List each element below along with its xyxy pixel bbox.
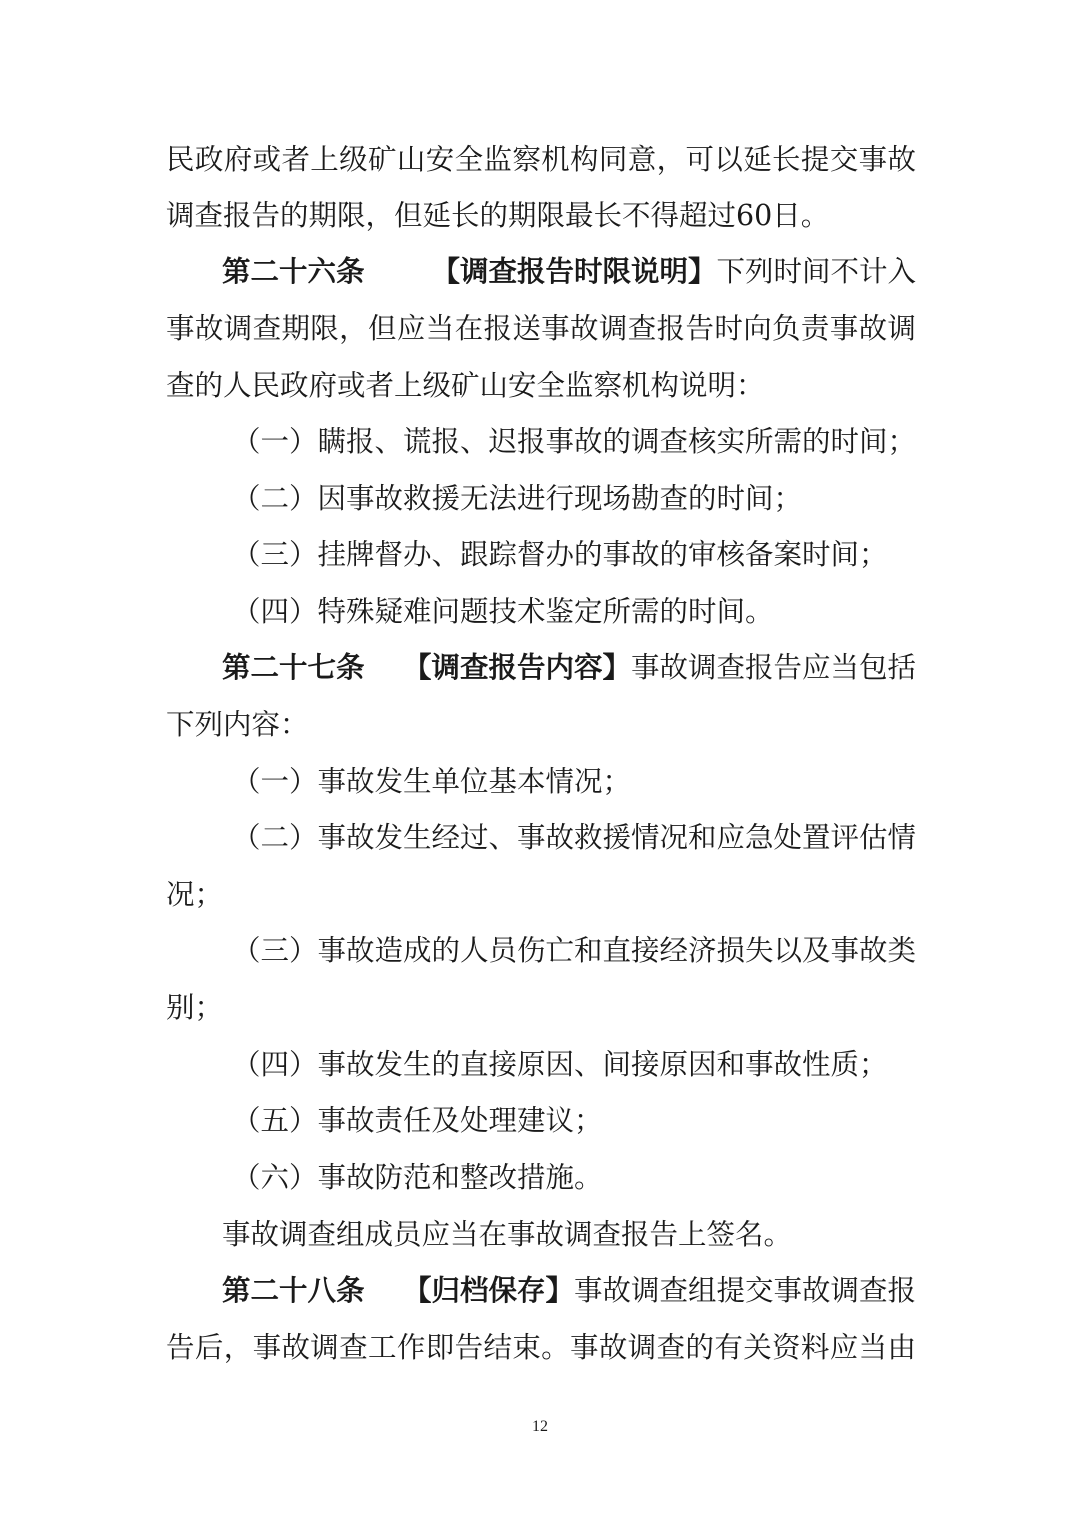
article-27-heading	[222, 648, 916, 688]
paragraph-line: 下列内容：	[166, 708, 309, 741]
article-text: 下列时间不计入	[716, 255, 916, 288]
list-item: （三）挂牌督办、跟踪督办的事故的审核备案时间；	[232, 538, 888, 571]
article-heading-text	[403, 648, 916, 688]
list-item: （五）事故责任及处理建议；	[232, 1104, 603, 1137]
article-title: 【调查报告时限说明】	[431, 255, 717, 288]
list-item: （一）瞒报、谎报、迟报事故的调查核实所需的时间；	[232, 425, 917, 458]
article-number: 第二十六条	[222, 255, 365, 288]
article-number: 第二十八条	[222, 1274, 365, 1307]
paragraph-line: 事故调查组成员应当在事故调查报告上签名。	[222, 1218, 793, 1251]
list-item: （六）事故防范和整改措施。	[232, 1161, 603, 1194]
list-item: （二）事故发生经过、事故救援情况和应急处置评估情	[232, 821, 917, 854]
article-text: 事故调查报告应当包括	[630, 651, 916, 684]
article-26-heading	[222, 252, 916, 292]
article-title: 【归档保存】	[402, 1274, 574, 1307]
article-title: 【调查报告内容】	[402, 651, 631, 684]
paragraph-line: 事故调查期限，但应当在报送事故调查报告时向负责事故调	[166, 312, 916, 345]
article-28-heading	[222, 1271, 916, 1311]
list-item: （三）事故造成的人员伤亡和直接经济损失以及事故类	[232, 934, 917, 967]
paragraph-line: 民政府或者上级矿山安全监察机构同意，可以延长提交事故	[166, 143, 916, 176]
page-number: 12	[532, 1418, 548, 1435]
list-item-continuation: 况；	[166, 878, 224, 911]
article-heading-text	[403, 1271, 916, 1311]
list-item: （四）事故发生的直接原因、间接原因和事故性质；	[232, 1048, 888, 1081]
list-item: （二）因事故救援无法进行现场勘查的时间；	[232, 482, 803, 515]
list-item: （一）事故发生单位基本情况；	[232, 765, 632, 798]
list-item-continuation: 别；	[166, 991, 224, 1024]
article-heading-text	[431, 252, 916, 292]
article-number: 第二十七条	[222, 651, 365, 684]
list-item: （四）特殊疑难问题技术鉴定所需的时间。	[232, 595, 774, 628]
paragraph-line: 告后，事故调查工作即告结束。事故调查的有关资料应当由	[166, 1331, 916, 1364]
paragraph-line: 调查报告的期限，但延长的期限最长不得超过60日。	[166, 199, 830, 232]
paragraph-line: 查的人民政府或者上级矿山安全监察机构说明：	[166, 369, 765, 402]
article-text: 事故调查组提交事故调查报	[573, 1274, 916, 1307]
